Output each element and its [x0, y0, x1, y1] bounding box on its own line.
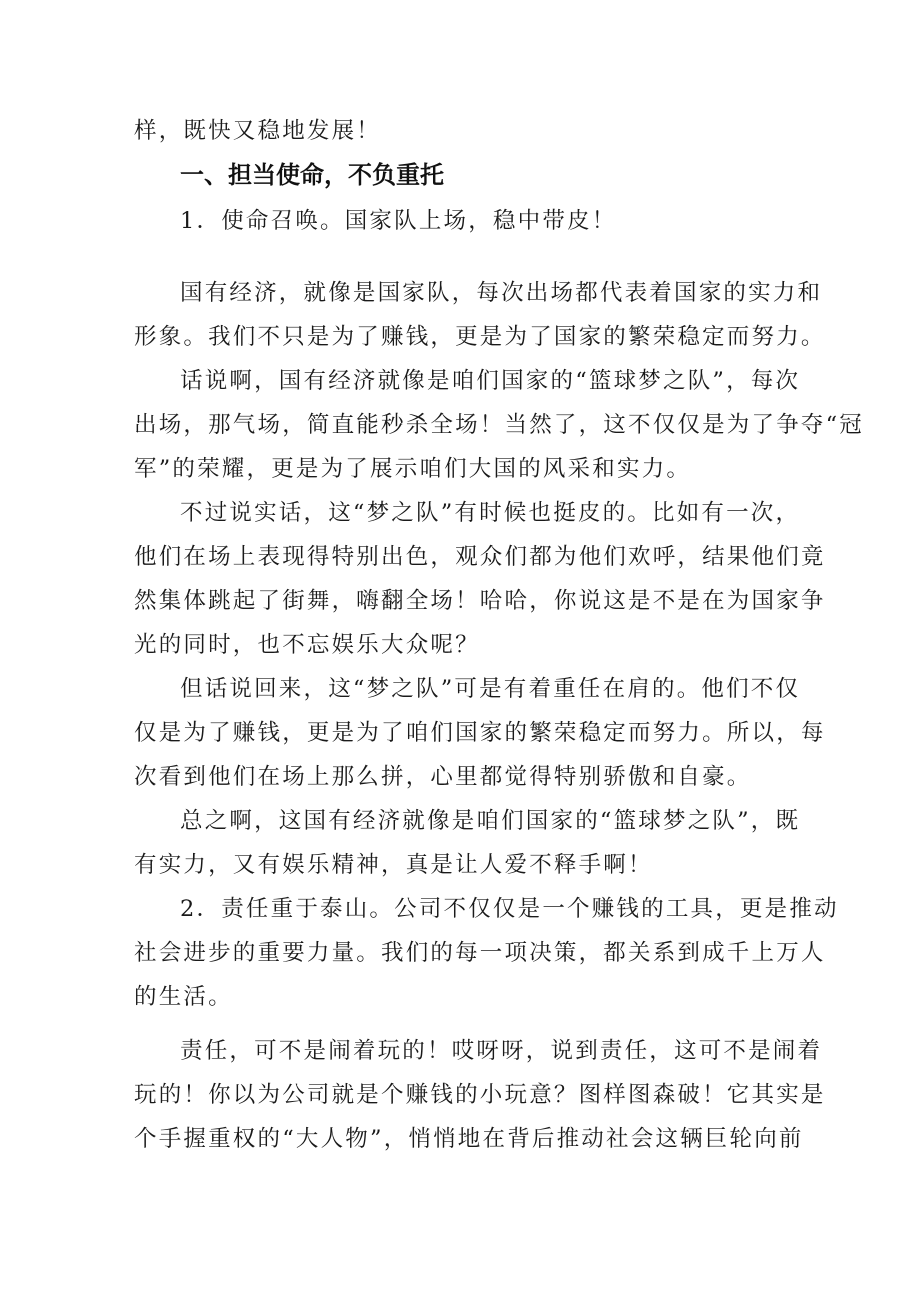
paragraph-line: 军”的荣耀，更是为了展示咱们大国的风采和实力。	[134, 456, 692, 482]
subheading-1: 1．使命召唤。国家队上场，稳中带皮！	[180, 208, 617, 234]
paragraph-line: 不过说实话，这“梦之队”有时候也挺皮的。比如有一次，	[180, 500, 801, 526]
paragraph-line: 玩的！你以为公司就是个赚钱的小玩意？图样图森破！它其实是	[134, 1082, 826, 1108]
paragraph-line: 仅是为了赚钱，更是为了咱们国家的繁荣稳定而努力。所以，每	[134, 720, 826, 746]
subheading-2: 2．责任重于泰山。公司不仅仅是一个赚钱的工具，更是推动	[180, 896, 839, 922]
paragraph-line: 次看到他们在场上那么拼，心里都觉得特别骄傲和自豪。	[134, 764, 752, 790]
paragraph-line: 然集体跳起了街舞，嗨翻全场！哈哈，你说这是不是在为国家争	[134, 588, 826, 614]
paragraph-line: 国有经济，就像是国家队，每次出场都代表着国家的实力和	[180, 280, 823, 306]
paragraph-line: 的生活。	[134, 984, 233, 1010]
paragraph-line: 但话说回来，这“梦之队”可是有着重任在肩的。他们不仅	[180, 676, 801, 702]
paragraph-line: 总之啊，这国有经济就像是咱们国家的“篮球梦之队”，既	[180, 808, 801, 834]
paragraph-line: 有实力，又有娱乐精神，真是让人爱不释手啊！	[134, 852, 653, 878]
paragraph-line: 话说啊，国有经济就像是咱们国家的“篮球梦之队”，每次	[180, 368, 801, 394]
paragraph-line: 光的同时，也不忘娱乐大众呢？	[134, 632, 480, 658]
paragraph-line: 社会进步的重要力量。我们的每一项决策，都关系到成千上万人	[134, 940, 826, 966]
paragraph-line: 他们在场上表现得特别出色，观众们都为他们欢呼，结果他们竟	[134, 544, 826, 570]
section-heading: 一、担当使命，不负重托	[180, 161, 444, 189]
paragraph-line: 责任，可不是闹着玩的！哎呀呀，说到责任，这可不是闹着	[180, 1038, 823, 1064]
text-line-continuation: 样，既快又稳地发展！	[134, 118, 382, 144]
paragraph-line: 个手握重权的“大人物”，悄悄地在背后推动社会这辆巨轮向前	[134, 1126, 804, 1152]
paragraph-line: 出场，那气场，简直能秒杀全场！当然了，这不仅仅是为了争夺“冠	[134, 412, 865, 438]
paragraph-line: 形象。我们不只是为了赚钱，更是为了国家的繁荣稳定而努力。	[134, 324, 826, 350]
